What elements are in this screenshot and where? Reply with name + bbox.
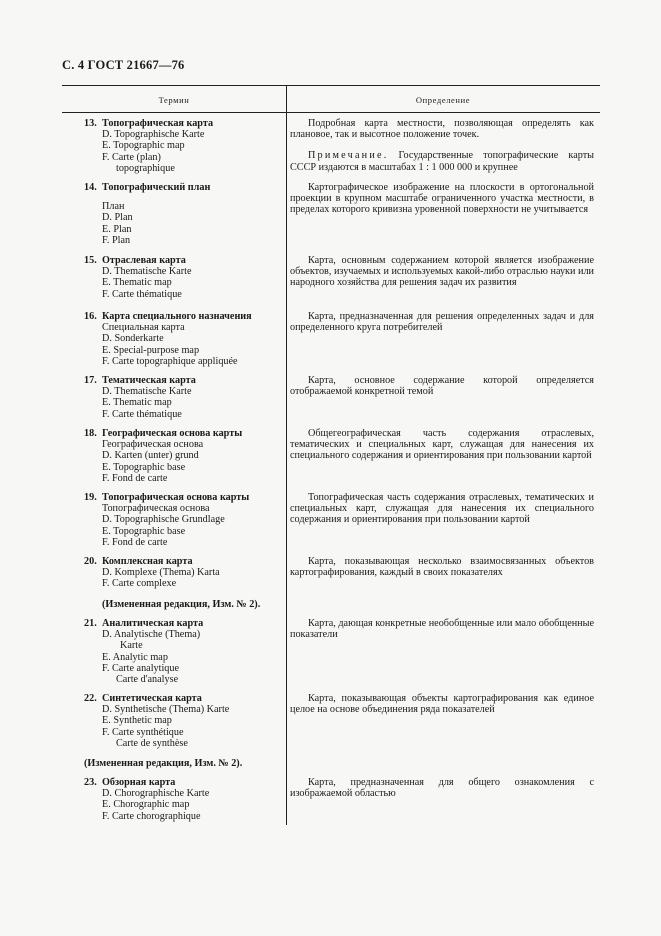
- term-equivalent: F. Carte topographique appliquée: [102, 355, 238, 367]
- term-equivalent: D. Topographische Grundlage: [102, 514, 225, 526]
- term-17: [84, 375, 280, 420]
- term-title: Географическая основа карты: [102, 428, 243, 439]
- term-equivalent: Carte de synthèse: [116, 737, 188, 749]
- definition-text: Топографическая часть содержания отраслевых, тематических и специальных карт, служащая для нанесения их специального содержания и ориентирования при пользовании картой: [290, 492, 594, 526]
- definition-text: Карта, дающая конкретные необобщенные или мало обобщенные показатели: [290, 618, 594, 641]
- term-number: 15.: [84, 255, 97, 266]
- term-equivalent: E. Special-purpose map: [102, 344, 200, 356]
- term-title: Синтетическая карта: [102, 693, 202, 704]
- term-22: [84, 693, 280, 749]
- definition-text: Карта, основным содержанием которой является изображение объектов, изучаемых и используемых какой-либо отраслью науки или народного хозяйства для решения задач их развития: [290, 255, 594, 289]
- definition-15: [290, 255, 594, 297]
- term-equivalent: F. Carte (plan): [102, 151, 161, 163]
- term-equivalent: F. Fond de carte: [102, 536, 168, 548]
- note-text: Государственные топографические карты СССР издаются в масштабах 1 : 1 000 000 и крупнее: [290, 150, 594, 173]
- term-21: [84, 618, 280, 685]
- term-equivalent: F. Carte complexe: [102, 578, 177, 590]
- definition-23: [290, 777, 594, 807]
- term-equivalent: E. Topographic base: [102, 525, 186, 537]
- term-number: 18.: [84, 428, 97, 439]
- term-equivalent: Karte: [120, 640, 143, 652]
- definition-text: Подробная карта местности, позволяющая определять как плановое, так и высотное положение точек.: [290, 118, 594, 141]
- term-equivalent: План: [102, 201, 125, 213]
- column-divider: [286, 85, 287, 825]
- term-number: 19.: [84, 492, 97, 503]
- definition-14: [290, 182, 594, 224]
- term-number: 14.: [84, 182, 97, 193]
- term-number: 21.: [84, 618, 97, 629]
- term-18: [84, 428, 280, 484]
- amendment-note: (Измененная редакция, Изм. № 2).: [102, 599, 261, 610]
- term-title: Отраслевая карта: [102, 255, 186, 266]
- term-equivalent: E. Chorographic map: [102, 799, 190, 811]
- term-equivalent: D. Thematische Karte: [102, 386, 192, 398]
- term-number: 23.: [84, 777, 97, 788]
- definition-text: Карта, предназначенная для решения определенных задач и для определенного круга потребителей: [290, 311, 594, 334]
- term-equivalent: F. Fond de carte: [102, 472, 168, 484]
- term-title: Карта специального назначения: [102, 311, 252, 322]
- note-label: Примечание.: [308, 150, 389, 162]
- term-equivalent: E. Topographic base: [102, 461, 186, 473]
- term-13: [84, 118, 280, 174]
- definition-21: [290, 618, 594, 648]
- amendment-note: (Измененная редакция, Изм. № 2).: [84, 758, 243, 769]
- term-14: [84, 182, 280, 246]
- term-equivalent: F. Carte analytique: [102, 662, 179, 674]
- definition-16: [290, 311, 594, 341]
- table-top-rule: [62, 85, 600, 86]
- term-equivalent: D. Chorographische Karte: [102, 788, 210, 800]
- term-equivalent: E. Topographic map: [102, 140, 185, 152]
- definition-22: [290, 693, 594, 723]
- term-equivalent: D. Topographische Karte: [102, 129, 205, 141]
- term-23: [84, 777, 280, 822]
- term-equivalent: E. Synthetic map: [102, 715, 172, 727]
- term-title: Топографическая основа карты: [102, 492, 250, 503]
- term-equivalent: D. Komplexe (Thema) Karta: [102, 567, 220, 579]
- definition-13: [290, 118, 594, 181]
- term-equivalent: Специальная карта: [102, 322, 185, 334]
- term-title: Тематическая карта: [102, 375, 196, 386]
- term-number: 17.: [84, 375, 97, 386]
- term-equivalent: topographique: [116, 162, 175, 174]
- term-20: [84, 556, 280, 590]
- term-equivalent: D. Analytische (Thema): [102, 629, 201, 641]
- term-title: Комплексная карта: [102, 556, 193, 567]
- term-16: [84, 311, 280, 367]
- term-equivalent: F. Plan: [102, 234, 131, 246]
- term-title: Топографическая карта: [102, 118, 214, 129]
- term-equivalent: D. Karten (unter) grund: [102, 450, 199, 462]
- term-title: Обзорная карта: [102, 777, 176, 788]
- column-header-definition: Определение: [415, 95, 471, 105]
- term-number: 16.: [84, 311, 97, 322]
- definition-text: Карта, показывающая объекты картографирования как единое целое на основе объединения ряда показателей: [290, 693, 594, 716]
- term-equivalent: D. Thematische Karte: [102, 266, 192, 278]
- term-equivalent: F. Carte thématique: [102, 408, 182, 420]
- term-equivalent: E. Analytic map: [102, 651, 168, 663]
- definition-19: [290, 492, 594, 534]
- term-number: 22.: [84, 693, 97, 704]
- definition-20: [290, 556, 594, 586]
- definition-text: Карта, показывающая несколько взаимосвязанных объектов картографирования, каждый в своих показателях: [290, 556, 594, 579]
- definition-17: [290, 375, 594, 405]
- term-equivalent: Carte d'analyse: [116, 674, 179, 686]
- term-equivalent: D. Synthetische (Thema) Karte: [102, 704, 230, 716]
- term-equivalent: F. Carte chorographique: [102, 810, 201, 822]
- term-number: 13.: [84, 118, 97, 129]
- term-equivalent: E. Thematic map: [102, 397, 172, 409]
- definition-text: Общегеографическая часть содержания отраслевых, тематических и специальных карт, служащая для нанесения их специального содержания и ориентирования при пользовании картой: [290, 428, 594, 462]
- term-equivalent: Топографическая основа: [102, 503, 210, 515]
- page-header: С. 4 ГОСТ 21667—76: [62, 58, 185, 72]
- term-equivalent: F. Carte synthétique: [102, 726, 184, 738]
- table-header-rule: [62, 112, 600, 113]
- term-title: Топографический план: [102, 182, 211, 193]
- term-title: Аналитическая карта: [102, 618, 204, 629]
- note: [290, 150, 594, 172]
- definition-text: Картографическое изображение на плоскости в ортогональной проекции в крупном масштабе ограниченного участка местности, в пределах которого кривизна уровенной поверхности не учитывается: [290, 182, 594, 216]
- term-number: 20.: [84, 556, 97, 567]
- term-19: [84, 492, 280, 548]
- definition-18: [290, 428, 594, 470]
- term-equivalent: D. Plan: [102, 212, 133, 224]
- term-equivalent: F. Carte thématique: [102, 288, 182, 300]
- term-equivalent: Географическая основа: [102, 439, 204, 451]
- definition-text: Карта, предназначенная для общего ознакомления с изображаемой областью: [290, 777, 594, 800]
- definition-text: Карта, основное содержание которой определяется отображаемой конкретной темой: [290, 375, 594, 398]
- term-equivalent: D. Sonderkarte: [102, 333, 164, 345]
- column-header-term: Термин: [158, 95, 190, 105]
- term-equivalent: E. Plan: [102, 223, 132, 235]
- term-equivalent: E. Thematic map: [102, 277, 172, 289]
- term-15: [84, 255, 280, 300]
